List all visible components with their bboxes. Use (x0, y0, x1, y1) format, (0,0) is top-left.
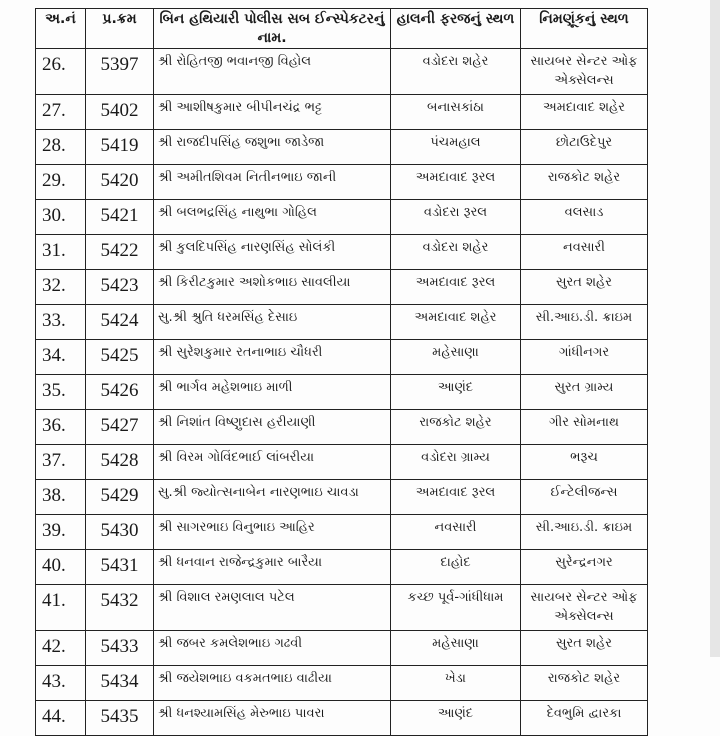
serial-cell: 33. (36, 305, 86, 340)
name-cell: શ્રી કિરીટકુમાર અશોકભાઇ સાવલીયા (154, 270, 391, 305)
table-row (36, 445, 648, 480)
rank-cell: 5397 (86, 49, 154, 95)
current-place-cell: આણંદ (391, 375, 521, 410)
rank-cell: 5435 (86, 701, 154, 736)
table-row (36, 270, 648, 305)
table-row (36, 200, 648, 235)
header-rank: પ્ર.ક્રમ (86, 9, 154, 49)
rank-cell: 5433 (86, 631, 154, 666)
table-row (36, 375, 648, 410)
current-place-cell: અમદાવાદ શહેર (391, 305, 521, 340)
header-name: બિન હથિયારી પોલીસ સબ ઈન્સ્પેકટરનું નામ. (154, 9, 391, 49)
posting-place-cell: સાયબર સેન્ટર ઓફ એક્સેલન્સ (521, 49, 648, 95)
name-cell: શ્રી વિશાલ રમણલાલ પટેલ (154, 585, 391, 631)
table-row (36, 235, 648, 270)
table-row (36, 701, 648, 736)
table-row (36, 480, 648, 515)
serial-cell: 37. (36, 445, 86, 480)
posting-place-cell: સુરેન્દ્રનગર (521, 550, 648, 585)
name-cell: શ્રી સુરેશકુમાર રતનાભાઇ ચૌધરી (154, 340, 391, 375)
posting-place-cell: ભરૂચ (521, 445, 648, 480)
table-row (36, 340, 648, 375)
rank-cell: 5420 (86, 165, 154, 200)
posting-place-cell: દેવભુમિ દ્વારકા (521, 701, 648, 736)
table-row (36, 585, 648, 631)
name-cell: શ્રી અમીતશિવમ નિતીનભાઇ જાની (154, 165, 391, 200)
current-place-cell: બનાસકાંઠા (391, 95, 521, 130)
name-cell: શ્રી ભાર્ગવ મહેશભાઇ માળી (154, 375, 391, 410)
current-place-cell: મહેસાણા (391, 631, 521, 666)
current-place-cell: અમદાવાદ રૂરલ (391, 165, 521, 200)
rank-cell: 5428 (86, 445, 154, 480)
current-place-cell: રાજકોટ શહેર (391, 410, 521, 445)
serial-cell: 34. (36, 340, 86, 375)
posting-place-cell: રાજકોટ શહેર (521, 666, 648, 701)
name-cell: શ્રી ધનવાન રાજેન્દ્રકુમાર બારૈયા (154, 550, 391, 585)
posting-place-cell: સી.આઇ.ડી. ક્રાઇમ (521, 305, 648, 340)
posting-place-cell: ગાંધીનગર (521, 340, 648, 375)
serial-cell: 28. (36, 130, 86, 165)
header-serial: અ.નં (36, 9, 86, 49)
name-cell: શ્રી નિશાંત વિષ્ણુદાસ હરીયાણી (154, 410, 391, 445)
page-edge (710, 0, 720, 657)
rank-cell: 5434 (86, 666, 154, 701)
current-place-cell: મહેસાણા (391, 340, 521, 375)
serial-cell: 32. (36, 270, 86, 305)
rank-cell: 5427 (86, 410, 154, 445)
name-cell: શ્રી જબર કમલેશભાઇ ગઢવી (154, 631, 391, 666)
serial-cell: 36. (36, 410, 86, 445)
name-cell: શ્રી ધનશ્યામસિંહ મેરુભાઇ પાવરા (154, 701, 391, 736)
posting-place-cell: ઈન્ટેલીજન્સ (521, 480, 648, 515)
name-cell: શ્રી બલભદ્રસિંહ નાથુભા ગોહિલ (154, 200, 391, 235)
header-current-place: હાલની ફરજનું સ્થળ (391, 9, 521, 49)
header-row (36, 9, 648, 49)
name-cell: શ્રી સાગરભાઇ વિનુભાઇ આહિર (154, 515, 391, 550)
name-cell: સુ.શ્રી શ્રુતિ ધરમસિંહ દેસાઇ (154, 305, 391, 340)
current-place-cell: વડોદરા ગ્રામ્ય (391, 445, 521, 480)
table-row (36, 666, 648, 701)
current-place-cell: વડોદરા શહેર (391, 49, 521, 95)
serial-cell: 35. (36, 375, 86, 410)
posting-place-cell: વલસાડ (521, 200, 648, 235)
current-place-cell: આણંદ (391, 701, 521, 736)
posting-place-cell: સુરત શહેર (521, 270, 648, 305)
name-cell: શ્રી વિરમ ગોવિંદભાઈ લાંબરીયા (154, 445, 391, 480)
posting-place-cell: સાયબર સેન્ટર ઓફ એક્સેલન્સ (521, 585, 648, 631)
rank-cell: 5402 (86, 95, 154, 130)
posting-place-cell: નવસારી (521, 235, 648, 270)
table-row (36, 305, 648, 340)
current-place-cell: ખેડા (391, 666, 521, 701)
serial-cell: 42. (36, 631, 86, 666)
serial-cell: 43. (36, 666, 86, 701)
header-posting-place: નિમણૂંકનું સ્થળ (521, 9, 648, 49)
table-row (36, 130, 648, 165)
table-row (36, 410, 648, 445)
rank-cell: 5430 (86, 515, 154, 550)
rank-cell: 5425 (86, 340, 154, 375)
posting-place-cell: સુરત ગ્રામ્ય (521, 375, 648, 410)
table-row (36, 95, 648, 130)
rank-cell: 5429 (86, 480, 154, 515)
name-cell: સુ.શ્રી જ્યોત્સનાબેન નારણભાઇ ચાવડા (154, 480, 391, 515)
current-place-cell: અમદાવાદ રૂરલ (391, 270, 521, 305)
rank-cell: 5431 (86, 550, 154, 585)
rank-cell: 5422 (86, 235, 154, 270)
serial-cell: 44. (36, 701, 86, 736)
posting-place-cell: સી.આઇ.ડી. ક્રાઇમ (521, 515, 648, 550)
posting-place-cell: ગીર સોમનાથ (521, 410, 648, 445)
table-row (36, 165, 648, 200)
posting-place-cell: છોટાઉદેપુર (521, 130, 648, 165)
serial-cell: 30. (36, 200, 86, 235)
name-cell: શ્રી રોહિતજી ભવાનજી વિહોલ (154, 49, 391, 95)
current-place-cell: વડોદરા રૂરલ (391, 200, 521, 235)
table-row (36, 550, 648, 585)
name-cell: શ્રી રાજદીપસિંહ જશુભા જાડેજા (154, 130, 391, 165)
serial-cell: 40. (36, 550, 86, 585)
table-row (36, 515, 648, 550)
name-cell: શ્રી જયેશભાઇ વકમતભાઇ વાઢીયા (154, 666, 391, 701)
table-row (36, 49, 648, 95)
table-row (36, 631, 648, 666)
posting-table (35, 8, 648, 736)
current-place-cell: કચ્છ પૂર્વ-ગાંધીધામ (391, 585, 521, 631)
current-place-cell: નવસારી (391, 515, 521, 550)
rank-cell: 5421 (86, 200, 154, 235)
posting-place-cell: સુરત શહેર (521, 631, 648, 666)
serial-cell: 38. (36, 480, 86, 515)
rank-cell: 5423 (86, 270, 154, 305)
serial-cell: 29. (36, 165, 86, 200)
serial-cell: 39. (36, 515, 86, 550)
name-cell: શ્રી કુલદિપસિંહ નારણસિંહ સોલંકી (154, 235, 391, 270)
rank-cell: 5424 (86, 305, 154, 340)
current-place-cell: અમદાવાદ રૂરલ (391, 480, 521, 515)
serial-cell: 27. (36, 95, 86, 130)
serial-cell: 41. (36, 585, 86, 631)
current-place-cell: વડોદરા શહેર (391, 235, 521, 270)
rank-cell: 5432 (86, 585, 154, 631)
rank-cell: 5419 (86, 130, 154, 165)
rank-cell: 5426 (86, 375, 154, 410)
posting-place-cell: અમદાવાદ શહેર (521, 95, 648, 130)
serial-cell: 26. (36, 49, 86, 95)
current-place-cell: પંચમહાલ (391, 130, 521, 165)
current-place-cell: દાહોદ (391, 550, 521, 585)
serial-cell: 31. (36, 235, 86, 270)
name-cell: શ્રી આશીષકુમાર બીપીનચંદ્ર ભટ્ટ (154, 95, 391, 130)
posting-place-cell: રાજકોટ શહેર (521, 165, 648, 200)
